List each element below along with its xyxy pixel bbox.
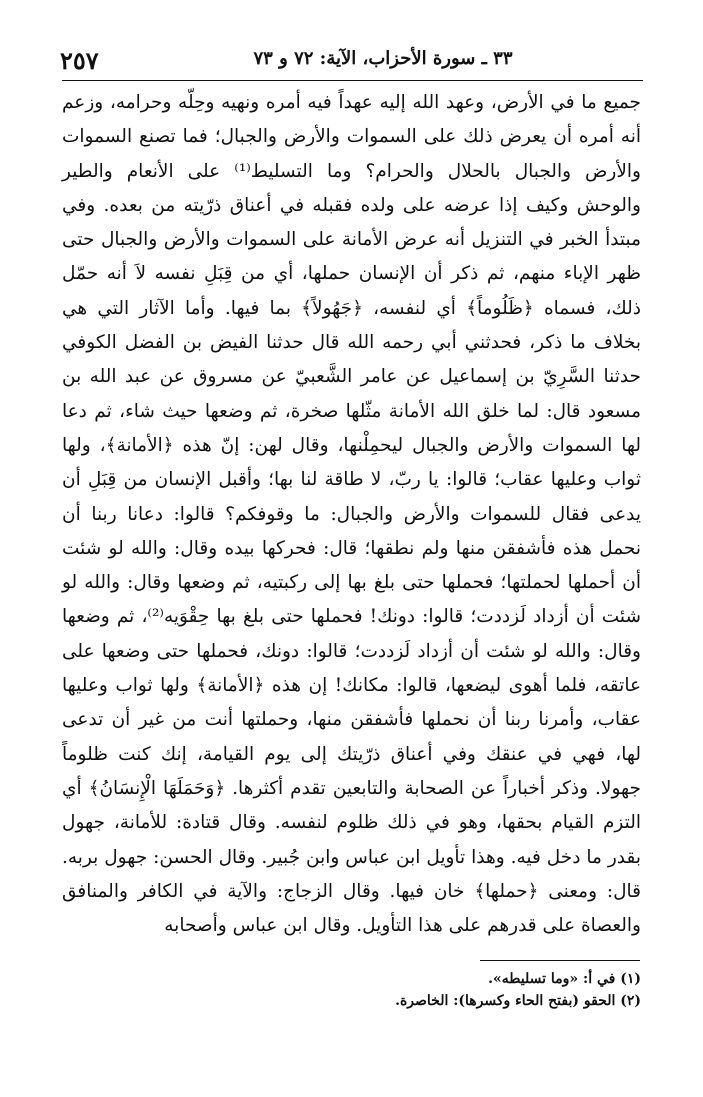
footnotes: [62, 968, 641, 1012]
page-header: [60, 42, 643, 78]
header-divider: [62, 80, 643, 81]
footnote-1: (١) في أ: «وما تسليطه».: [488, 971, 641, 987]
running-title: ٣٣ ـ سورة الأحزاب، الآية: ٧٢ و ٧٣: [253, 48, 513, 69]
page-number: ٢٥٧: [60, 46, 99, 75]
body-paragraph: جميع ما في الأرض، وعهد الله إليه عهداً فيه أمره ونهيه وحِلّه وحرامه، وزعم أنه أمره أن يعرض ذلك على السموات والأرض والجبال؛ فما تصنع السموات والأرض والجبال بالحلال والحرام؟ وما التسليط⁽¹⁾ على الأنعام والطير والوحش وكيف إذا عرضه على ولده فقبله في أعناق ذرّيته من بعده. وفي مبتدأ الخبر في التنزيل أنه عرض الأمانة على السموات والأرض والجبال حتى ظهر الإباء منهم، ثم ذكر أن الإنسان حملها، أي من قِبَلِ نفسه لاَ أنه حمّل ذلك، فسماه ﴿ظَلُوماً﴾ أي لنفسه، ﴿جَهُولاً﴾ بما فيها. وأما الآثار التي هي بخلاف ما ذكر، فحدثني أبي رحمه الله قال حدثنا الفيض بن الفضل الكوفي حدثنا السَّرِيّ بن إسماعيل عن عامر الشَّعبيّ عن مسروق عن عبد الله بن مسعود قال: لما خلق الله الأمانة مثّلها صخرة، ثم وضعها حيث شاء، ثم دعا لها السموات والأرض والجبال ليحمِلْنها، وقال لهن: إنّ هذه ﴿الأمانة﴾، ولها ثواب وعليها عقاب؛ قالوا: يا ربّ، لا طاقة لنا بها؛ وأقبل الإنسان من قِبَلِ أن يدعى فقال للسموات والأرض والجبال: ما وقوفكم؟ قالوا: دعانا ربنا أن نحمل هذه فأشفقن منها ولم نطقها؛ قال: فحركها بيده وقال: والله لو شئت أن أحملها لحملتها؛ فحملها حتى بلغ بها إلى ركبتيه، ثم وضعها وقال: والله لو شئت أن أزداد لَزددت؛ قالوا: دونك! فحملها حتى بلغ بها حِقْوَيه⁽²⁾، ثم وضعها وقال: والله لو شئت أن أزداد لَزددت؛ قالوا: دونك، فحملها حتى وضعها على عاتقه، فلما أهوى ليضعها، قالوا: مكانك! إن هذه ﴿الأمانة﴾ ولها ثواب وعليها عقاب، وأمرنا ربنا أن نحملها فأشفقن منها، وحملتها أنت من غير أن تدعى لها، فهي في عنقك وفي أعناق ذرّيتك إلى يوم القيامة، إنك كنت ظلوماً جهولا. وذكر أخباراً عن الصحابة والتابعين تقدم أكثرها. ﴿وَحَمَلَهَا الْإِنسَانُ﴾ أي التزم القيام بحقها، وهو في ذلك ظلوم لنفسه. وقال قتادة: للأمانة، جهول بقدر ما دخل فيه. وهذا تأويل ابن عباس وابن جُبير. وقال الحسن: جهول بربه. قال: ومعنى ﴿حملها﴾ خان فيها. وقال الزجاج: والآية في الكافر والمنافق والعصاة على قدرهم على هذا التأويل. وقال ابن عباس وأصحابه: [62, 92, 642, 937]
footnote-2: (٢) الحقو (بفتح الحاء وكسرها): الخاصرة.: [395, 993, 641, 1009]
footnote-divider: [480, 960, 640, 961]
main-body: [62, 86, 641, 943]
